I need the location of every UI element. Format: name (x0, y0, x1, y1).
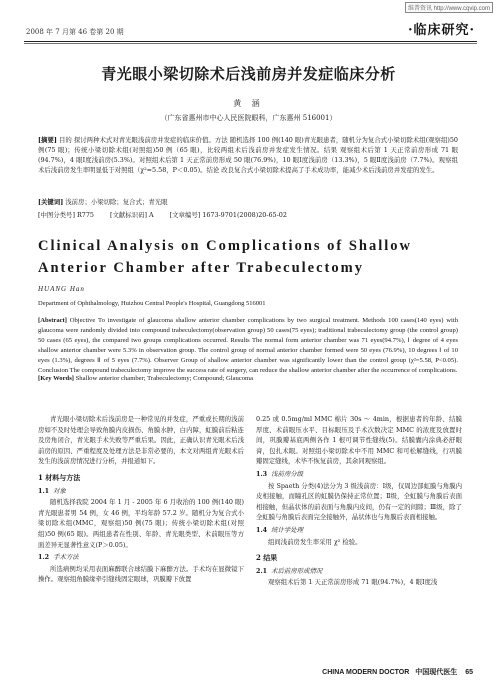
paragraph-grading: 按 Spaeth 分类(4)法分为 3 级浅前房：Ⅰ级，仅周边部虹膜与角膜内皮相接触，而瞳孔区的虹膜仍保持正常位置；Ⅱ级，全虹膜与角膜后表面相接触，但晶状体的前表面与角膜内皮间，仍有一定的间隙；Ⅲ级，除了全虹膜与角膜后表面完全接触外，晶状体也与角膜后表面相接触。 (256, 481, 462, 522)
subsection-1-4 (256, 525, 462, 536)
abstract-en (38, 316, 458, 377)
article-number: [文章编号] 1673-9701(2008)20-65-02 (169, 211, 287, 219)
keywords-cn (38, 197, 458, 206)
title-en: Clinical Analysis on Complications of Shallow Anterior Chamber after Trabeculectomy (38, 238, 413, 276)
subsection-1-1 (38, 486, 244, 497)
classification-cn (38, 210, 458, 219)
keywords-cn-label: [关键词] (38, 198, 64, 206)
section-heading-methods: 1 材料与方法 (38, 472, 81, 482)
column-header: ·临床研究· (407, 23, 475, 38)
abstract-en-text: Objective To investigate of glaucoma shallow anterior chamber complications by two surgical treatment. Methods 100 cases(140 eyes) with glaucoma were randomly divided into compound trabeculectomy(observation group) 50 cases(75 eyes); traditional trabeculectomy group (the control group) 50 cases (65 eyes), the compared two groups complications occurred. Results The normal form anterior chamber was 71 eyes(94.7%), Ⅰ degree of 4 eyes shallow anterior chamber were 5.3% in observation group. The control group of normal anterior chamber formed were 50 eyes (76.9%), 10 degrees Ⅰ of 10 eyes (1.3%), degrees Ⅱ of 5 eyes (7.7%). Observer Group of shallow anterior chamber was significantly lower than the control group (χ²=5.58, P<0.05). Conclusion The compound trabeculectomy improve the success rate of surgery, can reduce the shallow anterior chamber after the occurrence of complications. (38, 317, 458, 375)
keywords-en (38, 374, 458, 384)
subsection-title: 浅前房分级 (271, 469, 304, 478)
paragraph-subjects: 随机选择我院 2004 年 1 月 - 2005 年 6 月收治的 100 例(140 眼)青光眼患者男 54 例，女 46 例，平均年龄 57.2 岁。随机分为复合式小梁切除术组(MMC，观察组)50 例(75 眼)；传统小梁切除术组(对照组)50 例(65 眼)。两组患者在性别、年龄、青光眼类型、术前眼压等方面差异无显著性意义(P＞0.05)。 (38, 498, 244, 549)
subsection-1-2 (38, 552, 244, 563)
title-cn: 青光眼小梁切除术后浅前房并发症临床分析 (101, 65, 396, 83)
journal-name-en: CHINA MODERN DOCTOR (322, 669, 410, 676)
subsection-number: 1.3 (256, 469, 268, 478)
subsection-number: 1.2 (38, 553, 50, 562)
subsection-number: 1.4 (256, 525, 268, 534)
abstract-en-label: [Abstract] (38, 317, 67, 324)
subsection-number: 1.1 (38, 486, 50, 495)
abstract-cn (38, 135, 458, 175)
paragraph-statistics: 组间浅前房发生率采用 χ² 检验。 (268, 537, 362, 546)
journal-name-cn: 中国现代医生 (415, 668, 458, 676)
doc-code: [文献标识码] A (110, 211, 154, 219)
subsection-title: 对象 (53, 486, 66, 495)
author-en: HUANG Han (38, 285, 85, 293)
keywords-en-text: Shallow anterior chamber; Trabeculectomy; Compound; Glaucoma (75, 375, 254, 382)
paragraph-results: 观察组术后第 1 天正常前房形成 71 眼(94.7%)，4 眼Ⅰ度浅 (268, 578, 438, 587)
body-right-column (256, 414, 462, 588)
body-left-column (38, 414, 244, 585)
page-number: 65 (465, 669, 473, 676)
source-stamp: 维普资讯 http://www.cqvip.com (405, 2, 493, 13)
affiliation-en: Department of Ophthalmology, Huizhou Central People's Hospital, Guangdong 516001 (38, 300, 266, 307)
issue-header: 2008 年 7 月第 46 卷第 20 期 (26, 28, 124, 36)
affiliation-cn: （广东省惠州市中心人民医院眼科，广东惠州 516001） (160, 114, 337, 122)
subsection-title: 手术方法 (53, 553, 79, 562)
header-rule (24, 41, 477, 42)
page-footer (322, 667, 473, 677)
subsection-number: 2.1 (256, 566, 268, 575)
author-cn: 黄 涵 (233, 99, 264, 108)
paragraph-surgery: 所选病例均采用表面麻醉联合球结膜下麻醉方法。手术均在显微镜下操作。观察组角膜缘牵引缝线固定眼球，巩膜瓣下放置 (38, 564, 244, 584)
clc-number: [中图分类号] R775 (38, 211, 94, 219)
subsection-2-1 (256, 566, 462, 577)
header-rule-thin (24, 43, 477, 44)
abstract-cn-text: 目的 探讨两种术式对青光眼浅前房并发症的临床价值。方法 随机选择 100 例(140 眼)青光眼患者，随机分为复合式小梁切除术组(观察组)50 例(75 眼)；传统小梁切除术组(对照组)50 例（65 眼)，比较两组术后浅前房并发症发生情况。结果 观察组术后第 1 天正常前房形成 71 眼(94.7%)，4 眼Ⅰ度浅前房(5.3%)。对照组术后第 1 天正常前房形成 50 眼(76.9%)，10 眼Ⅰ度浅前房（13.3%)，5 眼Ⅱ度浅前房（7.7%)。观察组术后浅前房发生率明显低于对照组（χ²=5.58，P＜0.05)。结论 改良复合式小梁切除术提高了手术成功率，能减少术后浅前房并发症的发生。 (38, 136, 458, 174)
section-heading-results: 2 结果 (256, 553, 278, 563)
subsection-title: 术后前房形成情况 (271, 566, 323, 575)
keywords-en-label: [Key Words] (38, 375, 74, 382)
subsection-1-3 (256, 469, 462, 480)
paragraph-surgery-cont: 0.25 或 0.5mg/ml MMC 棉片 30s ～ 4min，根据患者的年龄、结膜厚度、术前眼压水平、目标眼压及手术次数决定 MMC 的浓度及放置时间，巩膜瓣基底两侧各作 1 根可调节性缝线(5)。结膜囊内涂典必舒眼膏，包扎术眼。对照组小梁切除术中不用 MMC 和可松解缝线，行巩膜瓣固定缝线，术毕不恢复前房，其余同观察组。 (256, 415, 462, 466)
subsection-title: 统计学处理 (271, 525, 304, 534)
intro-paragraph: 青光眼小梁切除术后浅前房是一种常见的并发症，严重或长期的浅前房如不及时处理会导致角膜内皮损伤、角膜水肿，白内障，虹膜前后粘连及房角闭合，青光眼手术失败等严重后果。因此，正确认识青光眼术后浅前房的原因、严重程度及处理方法是非常必要的，本文对两组青光眼术后发生的浅前房情况进行分析，并报道如下。 (38, 415, 244, 466)
abstract-cn-label: [摘要] (38, 136, 57, 144)
keywords-cn-text: 浅前房；小梁切除；复合式；青光眼 (65, 198, 168, 206)
